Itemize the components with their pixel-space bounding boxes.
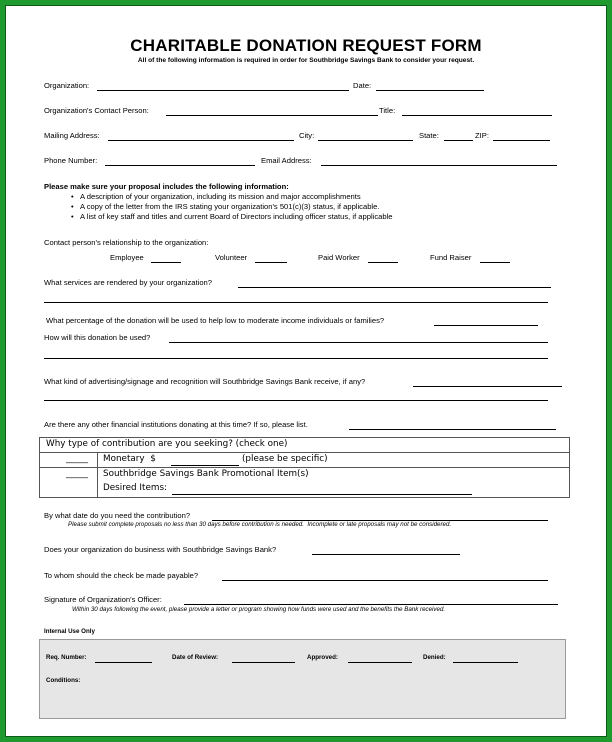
contact-person-label: Organization's Contact Person:: [44, 106, 149, 115]
percentage-field[interactable]: [434, 325, 538, 326]
proposal-item: A copy of the letter from the IRS stating your organization's 501(c)(3) status, if applicable.: [80, 202, 380, 211]
organization-field[interactable]: [97, 90, 349, 91]
services-question: What services are rendered by your organization?: [44, 278, 212, 287]
advertising-field-line2[interactable]: [44, 400, 548, 401]
date-review-label: Date of Review:: [172, 654, 219, 661]
relationship-employee-field[interactable]: [151, 262, 181, 263]
monetary-amount-field[interactable]: [171, 465, 239, 466]
desired-items-field[interactable]: [172, 494, 472, 495]
services-field-line2[interactable]: [44, 302, 548, 303]
organization-label: Organization:: [44, 81, 90, 90]
state-field[interactable]: [444, 140, 473, 141]
approved-label: Approved:: [307, 654, 338, 661]
bullet-icon: •: [71, 192, 74, 201]
deadline-note: Please submit complete proposals no less than 30 days before contribution is needed. Incomplete or late proposals may not be considered.: [68, 521, 452, 528]
bullet-icon: •: [71, 212, 74, 221]
proposal-item: A description of your organization, including its mission and major accomplishments: [80, 192, 361, 201]
signature-label: Signature of Organization's Officer:: [44, 595, 162, 604]
contribution-table: [39, 437, 570, 498]
internal-use-box: [39, 639, 566, 719]
relationship-paidworker-label: Paid Worker: [318, 253, 360, 262]
advertising-question: What kind of advertising/signage and recognition will Southbridge Savings Bank receive, if any?: [44, 377, 366, 386]
zip-field[interactable]: [493, 140, 550, 141]
table-divider: [40, 452, 569, 453]
zip-label: ZIP:: [475, 131, 489, 140]
relationship-fundraiser-label: Fund Raiser: [430, 253, 472, 262]
mailing-address-label: Mailing Address:: [44, 131, 100, 140]
title-field[interactable]: [402, 115, 552, 116]
approved-field[interactable]: [348, 662, 412, 663]
payable-question: To whom should the check be made payable?: [44, 571, 199, 580]
percentage-question: What percentage of the donation will be used to help low to moderate income individuals or families?: [46, 316, 385, 325]
date-review-field[interactable]: [232, 662, 295, 663]
contact-person-field[interactable]: [166, 115, 378, 116]
other-institutions-question: Are there any other financial institutions donating at this time? If so, please list.: [44, 420, 308, 429]
services-field[interactable]: [238, 287, 551, 288]
relationship-paidworker-field[interactable]: [368, 262, 398, 263]
table-divider: [97, 452, 98, 497]
relationship-label: Contact person's relationship to the organization:: [44, 238, 209, 247]
proposal-heading: Please make sure your proposal includes the following information:: [44, 182, 289, 191]
relationship-fundraiser-field[interactable]: [480, 262, 510, 263]
internal-use-heading: Internal Use Only: [44, 628, 95, 635]
form-title: CHARITABLE DONATION REQUEST FORM: [130, 36, 482, 55]
signature-note: Within 30 days following the event, please provide a letter or program showing how funds were used and the benefits the Bank received.: [72, 606, 446, 613]
form-page: [6, 6, 606, 736]
business-field[interactable]: [312, 554, 460, 555]
how-used-field[interactable]: [169, 342, 548, 343]
form-subtitle: All of the following information is required in order for Southbridge Savings Bank to consider your request.: [137, 57, 475, 64]
deadline-question: By what date do you need the contribution?: [44, 511, 191, 520]
city-field[interactable]: [318, 140, 413, 141]
phone-field[interactable]: [105, 165, 255, 166]
bullet-icon: •: [71, 202, 74, 211]
conditions-label: Conditions:: [46, 677, 81, 684]
monetary-checkbox[interactable]: _____: [66, 454, 88, 464]
date-label: Date:: [353, 81, 372, 90]
other-institutions-field[interactable]: [349, 429, 556, 430]
contribution-heading: Why type of contribution are you seeking? (check one): [46, 439, 288, 449]
promo-checkbox[interactable]: _____: [66, 469, 88, 479]
phone-label: Phone Number:: [44, 156, 98, 165]
monetary-suffix: (please be specific): [242, 454, 328, 464]
req-number-label: Req. Number:: [46, 654, 87, 661]
title-label: Title:: [379, 106, 396, 115]
denied-label: Denied:: [423, 654, 446, 661]
monetary-label: Monetary $: [103, 454, 156, 464]
signature-field[interactable]: [184, 604, 558, 605]
state-label: State:: [419, 131, 439, 140]
email-field[interactable]: [321, 165, 557, 166]
how-used-question: How will this donation be used?: [44, 333, 151, 342]
payable-field[interactable]: [222, 580, 548, 581]
table-divider: [40, 467, 569, 468]
req-number-field[interactable]: [95, 662, 152, 663]
relationship-volunteer-label: Volunteer: [215, 253, 248, 262]
mailing-address-field[interactable]: [108, 140, 294, 141]
date-field[interactable]: [376, 90, 484, 91]
email-label: Email Address:: [261, 156, 312, 165]
business-question: Does your organization do business with Southbridge Savings Bank?: [44, 545, 277, 554]
desired-items-label: Desired Items:: [103, 483, 168, 493]
denied-field[interactable]: [453, 662, 518, 663]
relationship-employee-label: Employee: [110, 253, 144, 262]
advertising-field[interactable]: [413, 386, 562, 387]
promo-label: Southbridge Savings Bank Promotional Item(s): [103, 469, 309, 479]
how-used-field-line2[interactable]: [44, 358, 548, 359]
city-label: City:: [299, 131, 315, 140]
relationship-volunteer-field[interactable]: [255, 262, 287, 263]
page-frame: [5, 5, 607, 737]
proposal-item: A list of key staff and titles and current Board of Directors including officer status, if applicable: [80, 212, 393, 221]
